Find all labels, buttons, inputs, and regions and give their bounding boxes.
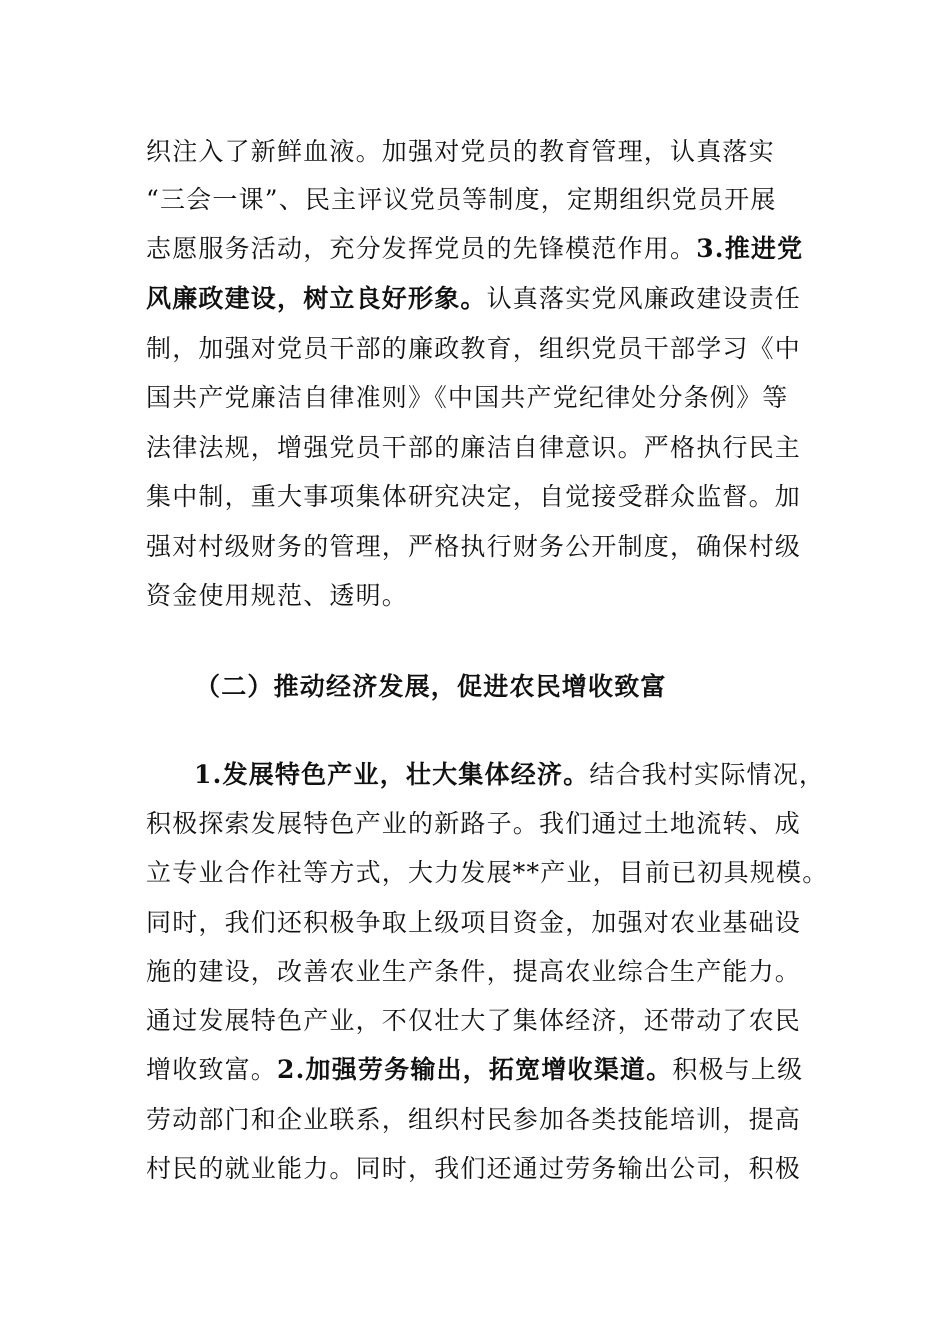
- bold-heading-run: 3.推进党: [696, 234, 804, 263]
- text-line: [146, 428, 801, 468]
- text-line: [146, 1050, 803, 1090]
- text-line: [146, 378, 789, 418]
- text-line: [146, 132, 775, 172]
- text-line: [146, 180, 777, 220]
- text-run: 集中制，重大事项集体研究决定，自觉接受群众监督。加: [146, 482, 802, 511]
- bold-heading-run: 1.发展特色产业，壮大集体经济。: [194, 760, 590, 789]
- text-run: 立专业合作社等方式，大力发展**产业，目前已初具规模。: [146, 858, 829, 887]
- text-run: 通过发展特色产业，不仅壮大了集体经济，还带动了农民: [146, 1006, 802, 1035]
- text-run: 劳动部门和企业联系，组织村民参加各类技能培训，提高: [146, 1105, 802, 1134]
- text-run: 村民的就业能力。同时，我们还通过劳务输出公司，积极: [146, 1154, 802, 1183]
- text-line: [146, 952, 801, 992]
- text-run: 织注入了新鲜血液。加强对党员的教育管理，认真落实: [146, 137, 775, 166]
- text-line: [146, 527, 801, 567]
- text-line: [146, 1100, 801, 1140]
- section-heading: （二）推动经济发展，促进农民增收致富: [195, 672, 667, 701]
- text-run: 同时，我们还积极争取上级项目资金，加强对农业基础设: [146, 908, 802, 937]
- text-line: [146, 804, 801, 844]
- text-line: [146, 853, 828, 893]
- text-line: [146, 279, 801, 319]
- text-line: [146, 903, 801, 943]
- text-run: 制，加强对党员干部的廉政教育，组织党员干部学习《中: [146, 334, 802, 363]
- text-line: [146, 1001, 801, 1041]
- text-run: 法律法规，增强党员干部的廉洁自律意识。严格执行民主: [146, 433, 802, 462]
- text-run: 增收致富。: [146, 1055, 278, 1084]
- bold-heading-run: 风廉政建设，树立良好形象。: [146, 284, 487, 313]
- text-run: 强对村级财务的管理，严格执行财务公开制度，确保村级: [146, 532, 802, 561]
- text-line: [146, 329, 801, 369]
- text-run: 施的建设，改善农业生产条件，提高农业综合生产能力。: [146, 957, 802, 986]
- text-line: [146, 477, 801, 517]
- text-line: [194, 755, 825, 795]
- text-run: 国共产党廉洁自律准则》《中国共产党纪律处分条例》等: [146, 383, 789, 412]
- text-line: [146, 1149, 801, 1189]
- text-line: [146, 576, 408, 616]
- text-line: [146, 229, 803, 269]
- text-run: 结合我村实际情况，: [589, 760, 826, 789]
- text-run: “三会一课”、民主评议党员等制度，定期组织党员开展: [146, 185, 777, 214]
- text-run: 资金使用规范、透明。: [146, 581, 409, 610]
- text-run: 志愿服务活动，充分发挥党员的先锋模范作用。: [146, 234, 697, 263]
- bold-heading-run: 2.加强劳务输出，拓宽增收渠道。: [277, 1055, 673, 1084]
- text-run: 认真落实党风廉政建设责任: [486, 284, 802, 313]
- text-run: 积极与上级: [672, 1055, 804, 1084]
- text-run: 积极探索发展特色产业的新路子。我们通过土地流转、成: [146, 809, 802, 838]
